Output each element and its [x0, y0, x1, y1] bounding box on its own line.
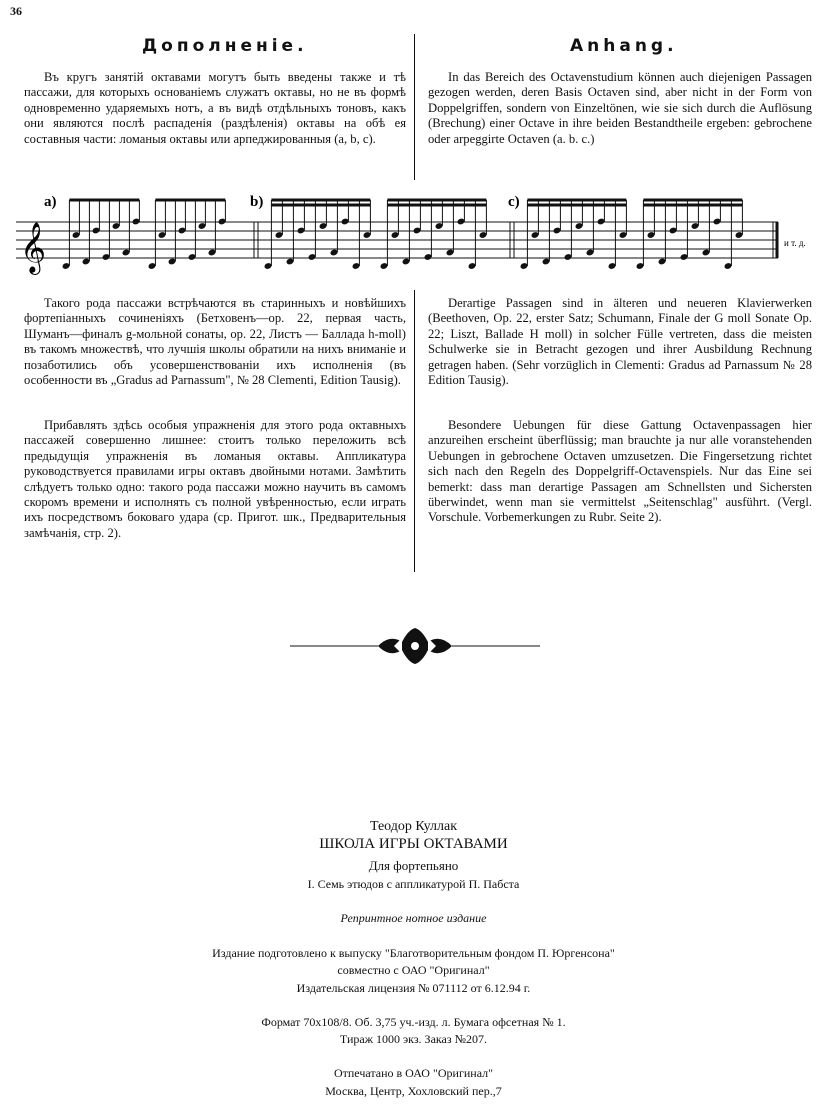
right-paragraph-3: Besondere Uebungen für diese Gattung Octavenpassagen hier anzureihen erscheint überflüssig; man brauchte ja nur alle voranstehenden Uebungen in gebrochene Octaven umzusetzen. Die Fingersetzung richtet sich nach den Regeln des Doppelgriff-Octavenspiels. Nur das Eine sei bemerkt: dass man derartige Passagen am Schnellsten und Sichersten überwindet, wenn man sie vermittelst „Seitenschlag" ausführt. (Vergl. Vorschule. Vorbemerkungen zu Rubr. Seite 2).: [428, 418, 812, 525]
staff-lines: [16, 222, 778, 258]
imprint-edition-type: Репринтное нотное издание: [340, 911, 487, 925]
imprint-author: Теодор Куллак: [369, 819, 458, 834]
imprint-prepared-by: Издание подготовлено к выпуску "Благотворительным фондом П. Юргенсона": [212, 946, 615, 960]
imprint-title: ШКОЛА ИГРЫ ОКТАВАМИ: [319, 836, 508, 852]
imprint-instrument: Для фортепьяно: [368, 858, 459, 873]
left-column-title: Дополненіе.: [142, 36, 308, 56]
imprint-coauthor: совместно с ОАО "Оригинал": [337, 963, 490, 977]
imprint-subtitle: I. Семь этюдов с аппликатурой П. Пабста: [307, 877, 520, 891]
example-label-c: c): [508, 194, 520, 210]
imprint-printed-at: Отпечатано в ОАО "Оригинал": [333, 1066, 494, 1080]
example-label-a: a): [44, 194, 57, 210]
etc-marking: и т. д.: [784, 238, 806, 248]
left-paragraph-1: Въ кругъ занятій октавами могутъ быть введены также и тѣ пассажи, для которыхъ основаніемъ служатъ октавы, но не въ формѣ одновременно ударяемыхъ нотъ, а въ видѣ отдѣльныхъ тоновъ, какъ они являются послѣ распаденія (раздѣленія) октавы на обѣ ея составныя части: ломаныя октавы или арпеджированныя (a, b, c).: [24, 70, 406, 146]
ornament-icon: [290, 624, 540, 668]
column-divider-top: [414, 34, 415, 180]
page-number: 36: [10, 4, 22, 18]
imprint-format: Формат 70х108/8. Об. 3,75 уч.-изд. л. Бумага офсетная № 1.: [261, 1015, 566, 1029]
left-paragraph-3: Прибавлять здѣсь особыя упражненія для этого рода октавныхъ пассажей совершенно лишнее: стоитъ только переложить всѣ предыдущія упражненія въ ломаныя октавы. Аппликатура руководствуется правилами игры октавъ двойными нотами. Замѣтить слѣдуетъ только одно: такого рода пассажи можно научить въ самомъ скоромъ времени и исполнять съ полной увѣренностью, если играть ихъ посредствомъ боковаго удара (ср. Пригот. шк., Предварительныя замѣчанія, стр. 2).: [24, 418, 406, 540]
imprint-print-run: Тираж 1000 экз. Заказ №207.: [339, 1032, 488, 1046]
imprint-address: Москва, Центр, Хохловский пер.,7: [325, 1084, 502, 1098]
right-column-title: Anhang.: [570, 36, 678, 56]
right-paragraph-1: In das Bereich des Octavenstudium können auch diejenigen Passagen gezogen werden, deren Basis Octaven sind, aber nicht in der Form von Doppelgriffen, sondern von Einzeltönen, wie sie sich durch die Auflösung (Brechung) einer Octave in ihre beiden Bestandtheile ergeben: gebrochene oder arpeggirte Octaven (a. b. c.): [428, 70, 812, 146]
treble-clef-icon: 𝄞: [20, 222, 47, 273]
column-divider-bottom: [414, 290, 415, 572]
music-example: [0, 186, 827, 286]
right-paragraph-2: Derartige Passagen sind in älteren und neueren Klavierwerken (Beethoven, Op. 22, erster Satz; Schumann, Finale der G moll Sonate Op. 22; Liszt, Ballade H moll) in solcher Fülle vertreten, dass die meisten Schulwerke sie in Betracht gezogen und ihrer Ausbildung Rechnung getragen haben. (Sehr vorzüglich in Clementi: Gradus ad Parnassum № 28 Edition Tausig).: [428, 296, 812, 388]
left-paragraph-2: Такого рода пассажи встрѣчаются въ старинныхъ и новѣйшихъ фортепіанныхъ сочиненіяхъ (Бетховенъ—ор. 22, первая часть, Шуманъ—финалъ g-мольной сонаты, ор. 22, Листъ — Баллада h-moll) въ такомъ множествѣ, что лучшія школы обратили на нихъ вниманіе и позаботились объ усовершенствованіи ихъ исполненія (въ особенности въ „Gradus ad Parnassum", № 28 Clementi, Edition Tausig).: [24, 296, 406, 388]
imprint-license: Издательская лицензия № 071112 от 6.12.94 г.: [296, 981, 531, 995]
note-group: [62, 200, 744, 270]
example-label-b: b): [250, 194, 264, 210]
